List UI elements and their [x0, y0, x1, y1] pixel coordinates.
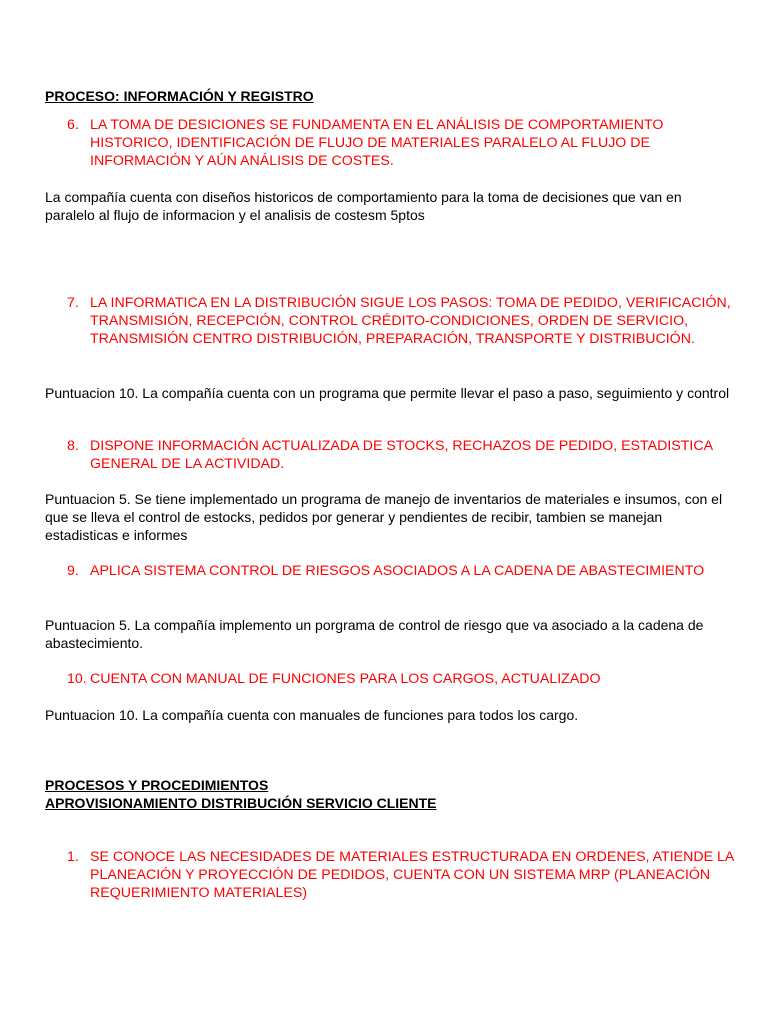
- section-title-procesos: PROCESOS Y PROCEDIMIENTOS: [45, 777, 269, 793]
- list-item-8: [67, 437, 747, 473]
- list-item-6: [67, 116, 747, 170]
- item-text: CUENTA CON MANUAL DE FUNCIONES PARA LOS CARGOS, ACTUALIZADO: [90, 671, 601, 687]
- item-number: 7.: [67, 295, 79, 311]
- response-paragraph-7: Puntuacion 10. La compañía cuenta con un programa que permite llevar el paso a paso, seguimiento y control: [45, 385, 730, 401]
- list-item-9: [67, 562, 747, 580]
- item-text: LA INFORMATICA EN LA DISTRIBUCIÓN SIGUE LOS PASOS: TOMA DE PEDIDO, VERIFICACIÓN, TRANSMISIÓN, RECEPCIÓN, CONTROL CRÉDITO-CONDICIONES, ORDEN DE SERVICIO, TRANSMISIÓN CENTRO DISTRIBUCIÓN, PREPARACIÓN, TRANSPORTE Y DISTRIBUCIÓN.: [90, 295, 731, 347]
- list-item-7: [67, 294, 747, 348]
- section-subtitle-aprovisionamiento: APROVISIONAMIENTO DISTRIBUCIÓN SERVICIO CLIENTE: [45, 795, 437, 811]
- item-number: 9.: [67, 563, 79, 579]
- item-text: APLICA SISTEMA CONTROL DE RIESGOS ASOCIADOS A LA CADENA DE ABASTECIMIENTO: [90, 563, 705, 579]
- response-paragraph-10: Puntuacion 10. La compañía cuenta con manuales de funciones para todos los cargo.: [45, 707, 579, 723]
- response-paragraph-6: La compañía cuenta con diseños historicos de comportamiento para la toma de decisiones que van en paralelo al flujo de informacion y el analisis de costesm 5ptos: [45, 189, 682, 223]
- item-text: SE CONOCE LAS NECESIDADES DE MATERIALES ESTRUCTURADA EN ORDENES, ATIENDE LA PLANEACIÓN Y PROYECCIÓN DE PEDIDOS, CUENTA CON UN SISTEMA MRP (PLANEACIÓN REQUERIMIENTO MATERIALES): [90, 849, 734, 901]
- item-number: 6.: [67, 117, 79, 133]
- response-paragraph-8: Puntuacion 5. Se tiene implementado un programa de manejo de inventarios de materiales e insumos, con el que se lleva el control de estocks, pedidos por generar y pendientes de recibir, tambien se manejan estadisticas e informes: [45, 491, 723, 543]
- item-text: LA TOMA DE DESICIONES SE FUNDAMENTA EN EL ANÁLISIS DE COMPORTAMIENTO HISTORICO, IDENTIFICACIÓN DE FLUJO DE MATERIALES PARALELO AL FLUJO DE INFORMACIÓN Y AÚN ANÁLISIS DE COSTES.: [90, 117, 664, 169]
- section-title-informacion-registro: PROCESO: INFORMACIÓN Y REGISTRO: [45, 88, 314, 104]
- list-item-10: [67, 670, 747, 688]
- item-number: 8.: [67, 438, 79, 454]
- response-paragraph-9: Puntuacion 5. La compañía implemento un porgrama de control de riesgo que va asociado a la cadena de abastecimiento.: [45, 617, 704, 651]
- list-item-proc-1: [67, 848, 747, 902]
- item-number: 10.: [67, 671, 87, 687]
- item-number: 1.: [67, 849, 79, 865]
- item-text: DISPONE INFORMACIÓN ACTUALIZADA DE STOCKS, RECHAZOS DE PEDIDO, ESTADISTICA GENERAL DE LA ACTIVIDAD.: [90, 438, 713, 472]
